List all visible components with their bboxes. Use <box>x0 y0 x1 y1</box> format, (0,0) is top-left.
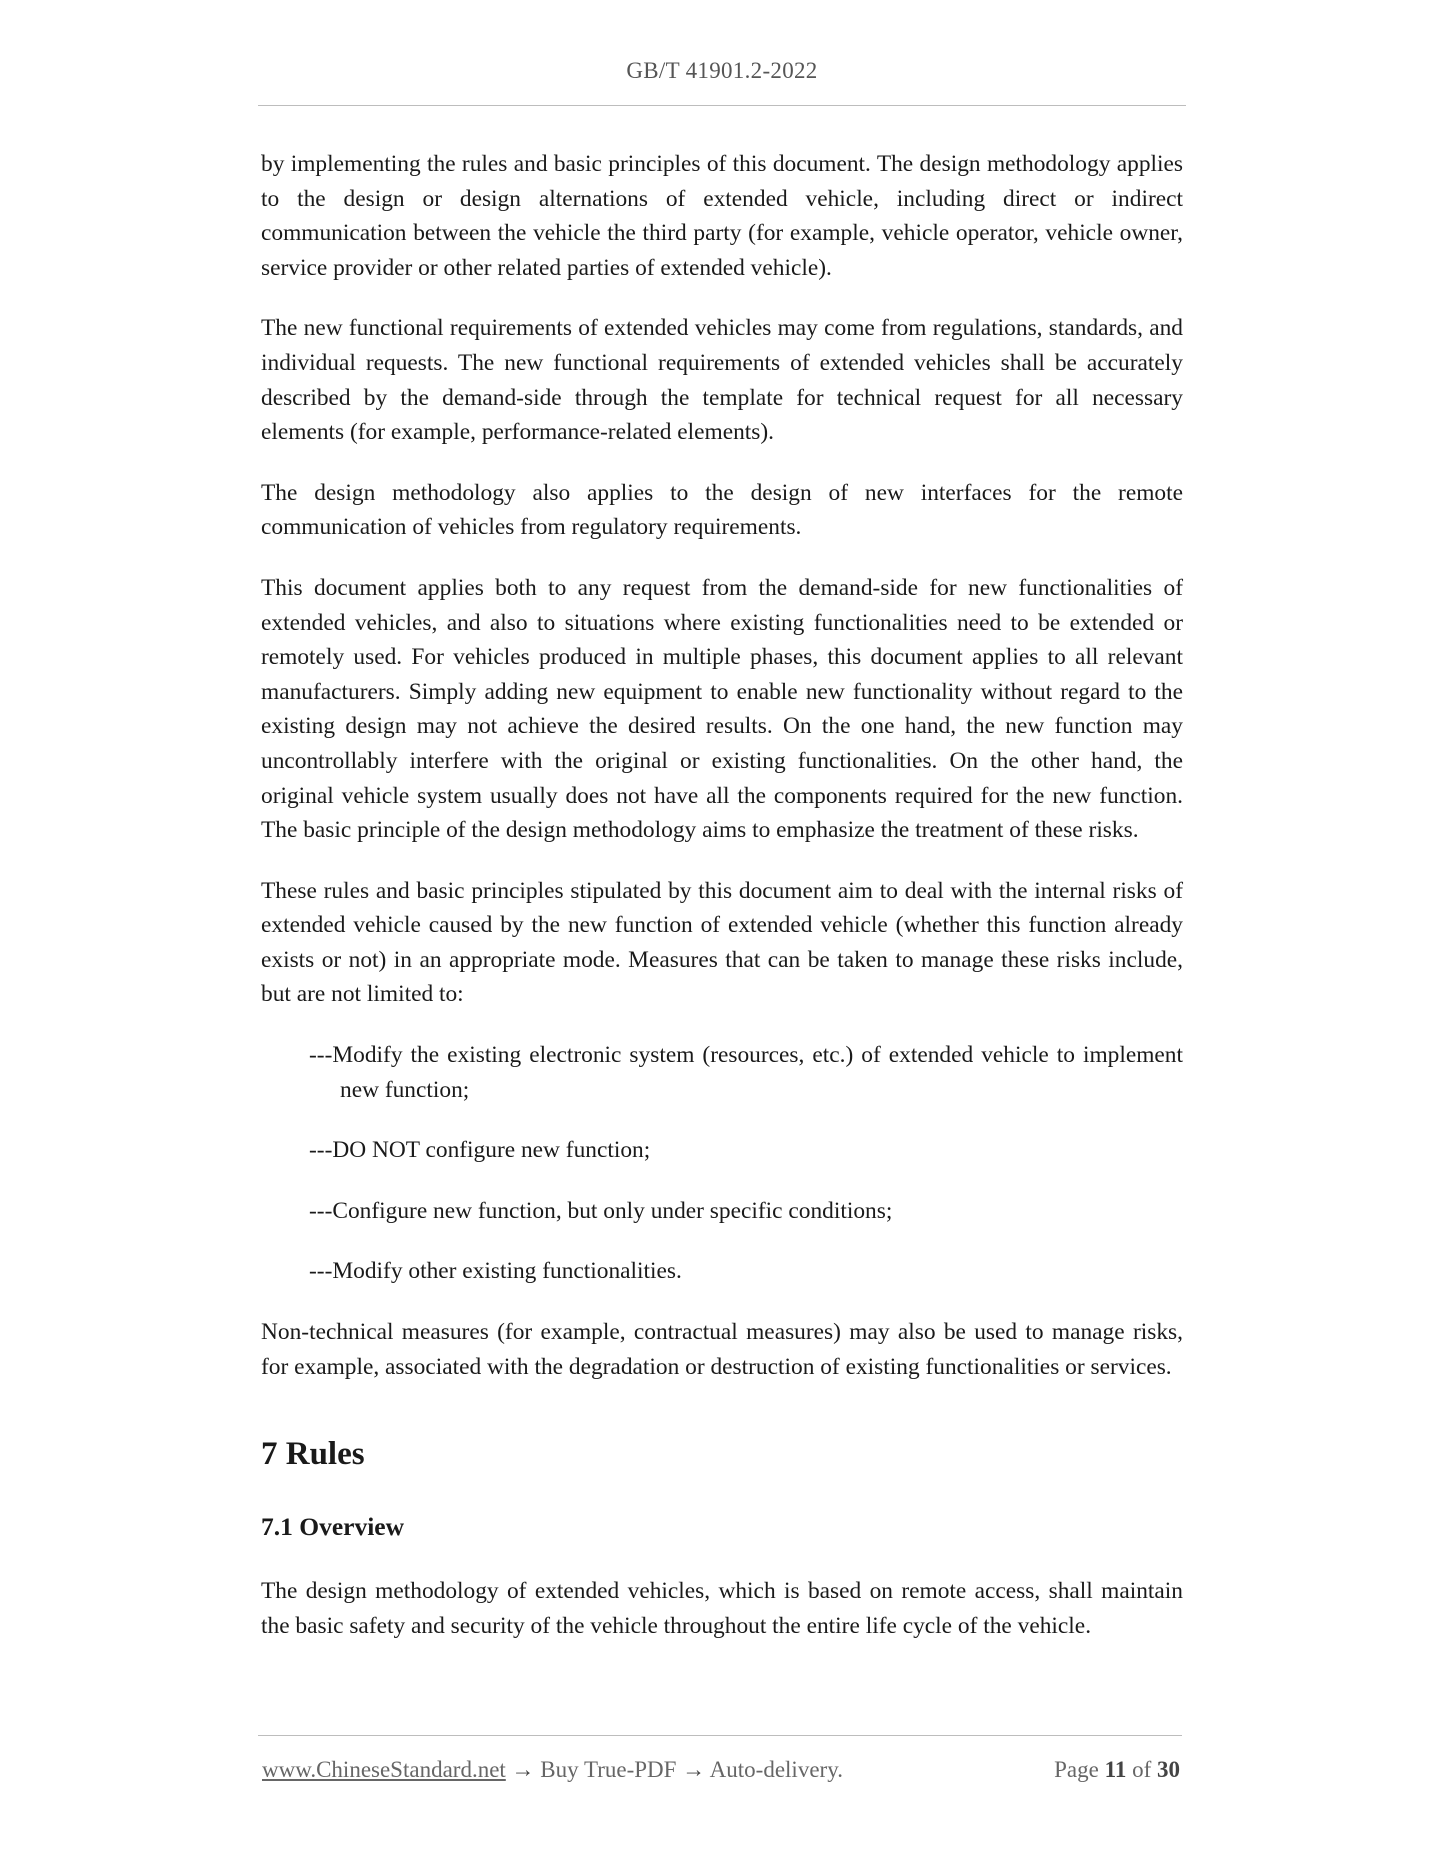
list-item-2: ---DO NOT configure new function; <box>309 1137 651 1164</box>
list-item-4: ---Modify other existing functionalities. <box>309 1258 682 1285</box>
subsection-heading: 7.1 Overview <box>261 1512 405 1542</box>
paragraph-3: The design methodology also applies to the design of new interfaces for the remote communication of vehicles from regulatory requirements. <box>261 479 1183 541</box>
paragraph-2: The new functional requirements of extended vehicles may come from regulations, standards, and individual requests. The new functional requirements of extended vehicles shall be accurately described by the demand-side through the template for technical request for all necessary elements (for example, performance-related elements). <box>261 315 1183 446</box>
paragraph-4: This document applies both to any request from the demand-side for new functionalities of extended vehicles, and also to situations where existing functionalities need to be extended or remotely used. For vehicles produced in multiple phases, this document applies to all relevant manufacturers. Simply adding new equipment to enable new functionality without regard to the existing design may not achieve the desired results. On the one hand, the new function may uncontrollably interfere with the original or existing functionalities. On the other hand, the original vehicle system usually does not have all the components required for the new function. The basic principle of the design methodology aims to emphasize the treatment of these risks. <box>261 574 1183 844</box>
paragraph-1: by implementing the rules and basic principles of this document. The design methodology applies to the design or design alternations of extended vehicle, including direct or indirect communication between the vehicle the third party (for example, vehicle operator, vehicle owner, service provider or other related parties of extended vehicle). <box>261 151 1183 281</box>
arrow-right-icon: → <box>682 1757 706 1782</box>
section-heading: 7 Rules <box>261 1436 365 1473</box>
paragraph-7: The design methodology of extended vehicles, which is based on remote access, shall maintain the basic safety and security of the vehicle throughout the entire life cycle of the vehicle. <box>261 1578 1183 1639</box>
page-indicator <box>1054 1757 1180 1783</box>
body-content <box>261 147 1183 1643</box>
buy-pdf-text: Buy True-PDF <box>540 1757 677 1782</box>
list-item-1: ---Modify the existing electronic system (resources, etc.) of extended vehicle to implement new function; <box>309 1042 1183 1103</box>
list-item-3: ---Configure new function, but only under specific conditions; <box>309 1197 893 1224</box>
page-total: 30 <box>1157 1757 1180 1782</box>
page-label: Page <box>1054 1757 1099 1782</box>
running-header: GB/T 41901.2-2022 <box>626 58 818 83</box>
paragraph-5: These rules and basic principles stipulated by this document aim to deal with the internal risks of extended vehicle caused by the new function of extended vehicle (whether this function already exists or not) in an appropriate mode. Measures that can be taken to manage these risks include, but are not limited to: <box>261 877 1183 1008</box>
paragraph-6: Non-technical measures (for example, contractual measures) may also be used to manage risks, for example, associated with the degradation or destruction of existing functionalities or services. <box>261 1319 1183 1380</box>
of-label: of <box>1132 1757 1152 1782</box>
arrow-right-icon: → <box>511 1757 535 1782</box>
footer-divider <box>258 1735 1182 1736</box>
website-link[interactable]: www.ChineseStandard.net <box>262 1757 506 1782</box>
header-divider <box>258 105 1186 106</box>
page-number: 11 <box>1104 1757 1127 1782</box>
auto-delivery-text: Auto-delivery. <box>709 1757 843 1782</box>
footer-promo <box>262 1757 843 1783</box>
